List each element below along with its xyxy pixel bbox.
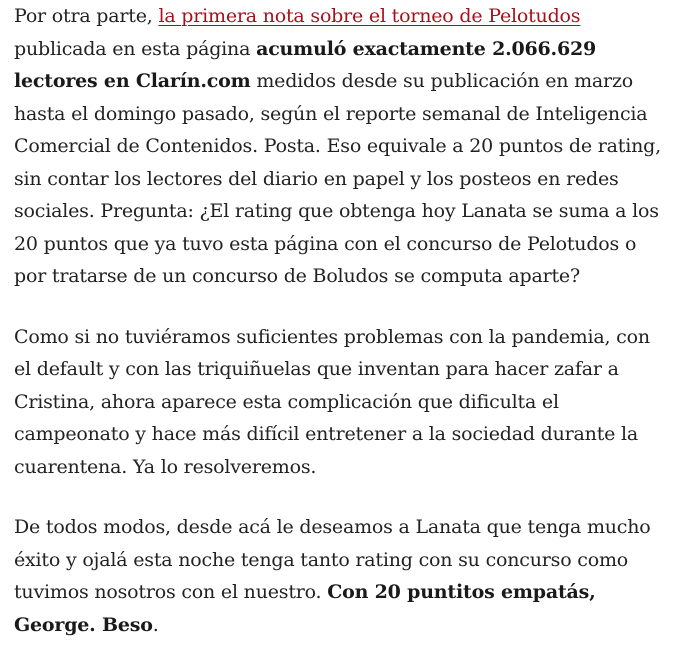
p1-bold-stat: acumuló exactamente 2.066.629 lectores en Clarín.com <box>14 37 597 92</box>
p3-bold-closing: Con 20 puntitos empatás, George. Beso <box>14 581 596 636</box>
p3-text: De todos modos, desde acá le deseamos a Lanata que tenga mucho éxito y ojalá esta noche tenga tanto rating con su concurso como tuvimos nosotros con el nuestro. <box>14 516 651 603</box>
paragraph-3 <box>14 511 664 641</box>
article-body <box>14 0 664 669</box>
paragraph-1 <box>14 0 664 293</box>
p1-after-link-text: publicada en esta página <box>14 37 257 60</box>
first-note-link[interactable]: la primera nota sobre el torneo de Pelotudos <box>158 5 581 27</box>
p1-intro-text: Por otra parte, <box>14 5 159 27</box>
p2-text: Como si no tuviéramos suficientes problemas con la pandemia, con el default y con las triquiñuelas que inventan para hacer zafar a Cristina, ahora aparece esta complicación que dificulta el campeonato y hace más difícil entretener a la sociedad durante la cuarentena. Ya lo resolveremos. <box>14 325 650 478</box>
p3-end-punctuation: . <box>152 613 159 636</box>
paragraph-2 <box>14 321 664 484</box>
p1-rest-text: medidos desde su publicación en marzo hasta el domingo pasado, según el reporte semanal de Inteligencia Comercial de Contenidos. Posta. Eso equivale a 20 puntos de rating, sin contar los lectores del diario en papel y los posteos en redes sociales. Pregunta: ¿El rating que obtenga hoy Lanata se suma a los 20 puntos que ya tuvo esta página con el concurso de Pelotudos o por tratarse de un concurso de Boludos se computa aparte? <box>14 70 661 287</box>
